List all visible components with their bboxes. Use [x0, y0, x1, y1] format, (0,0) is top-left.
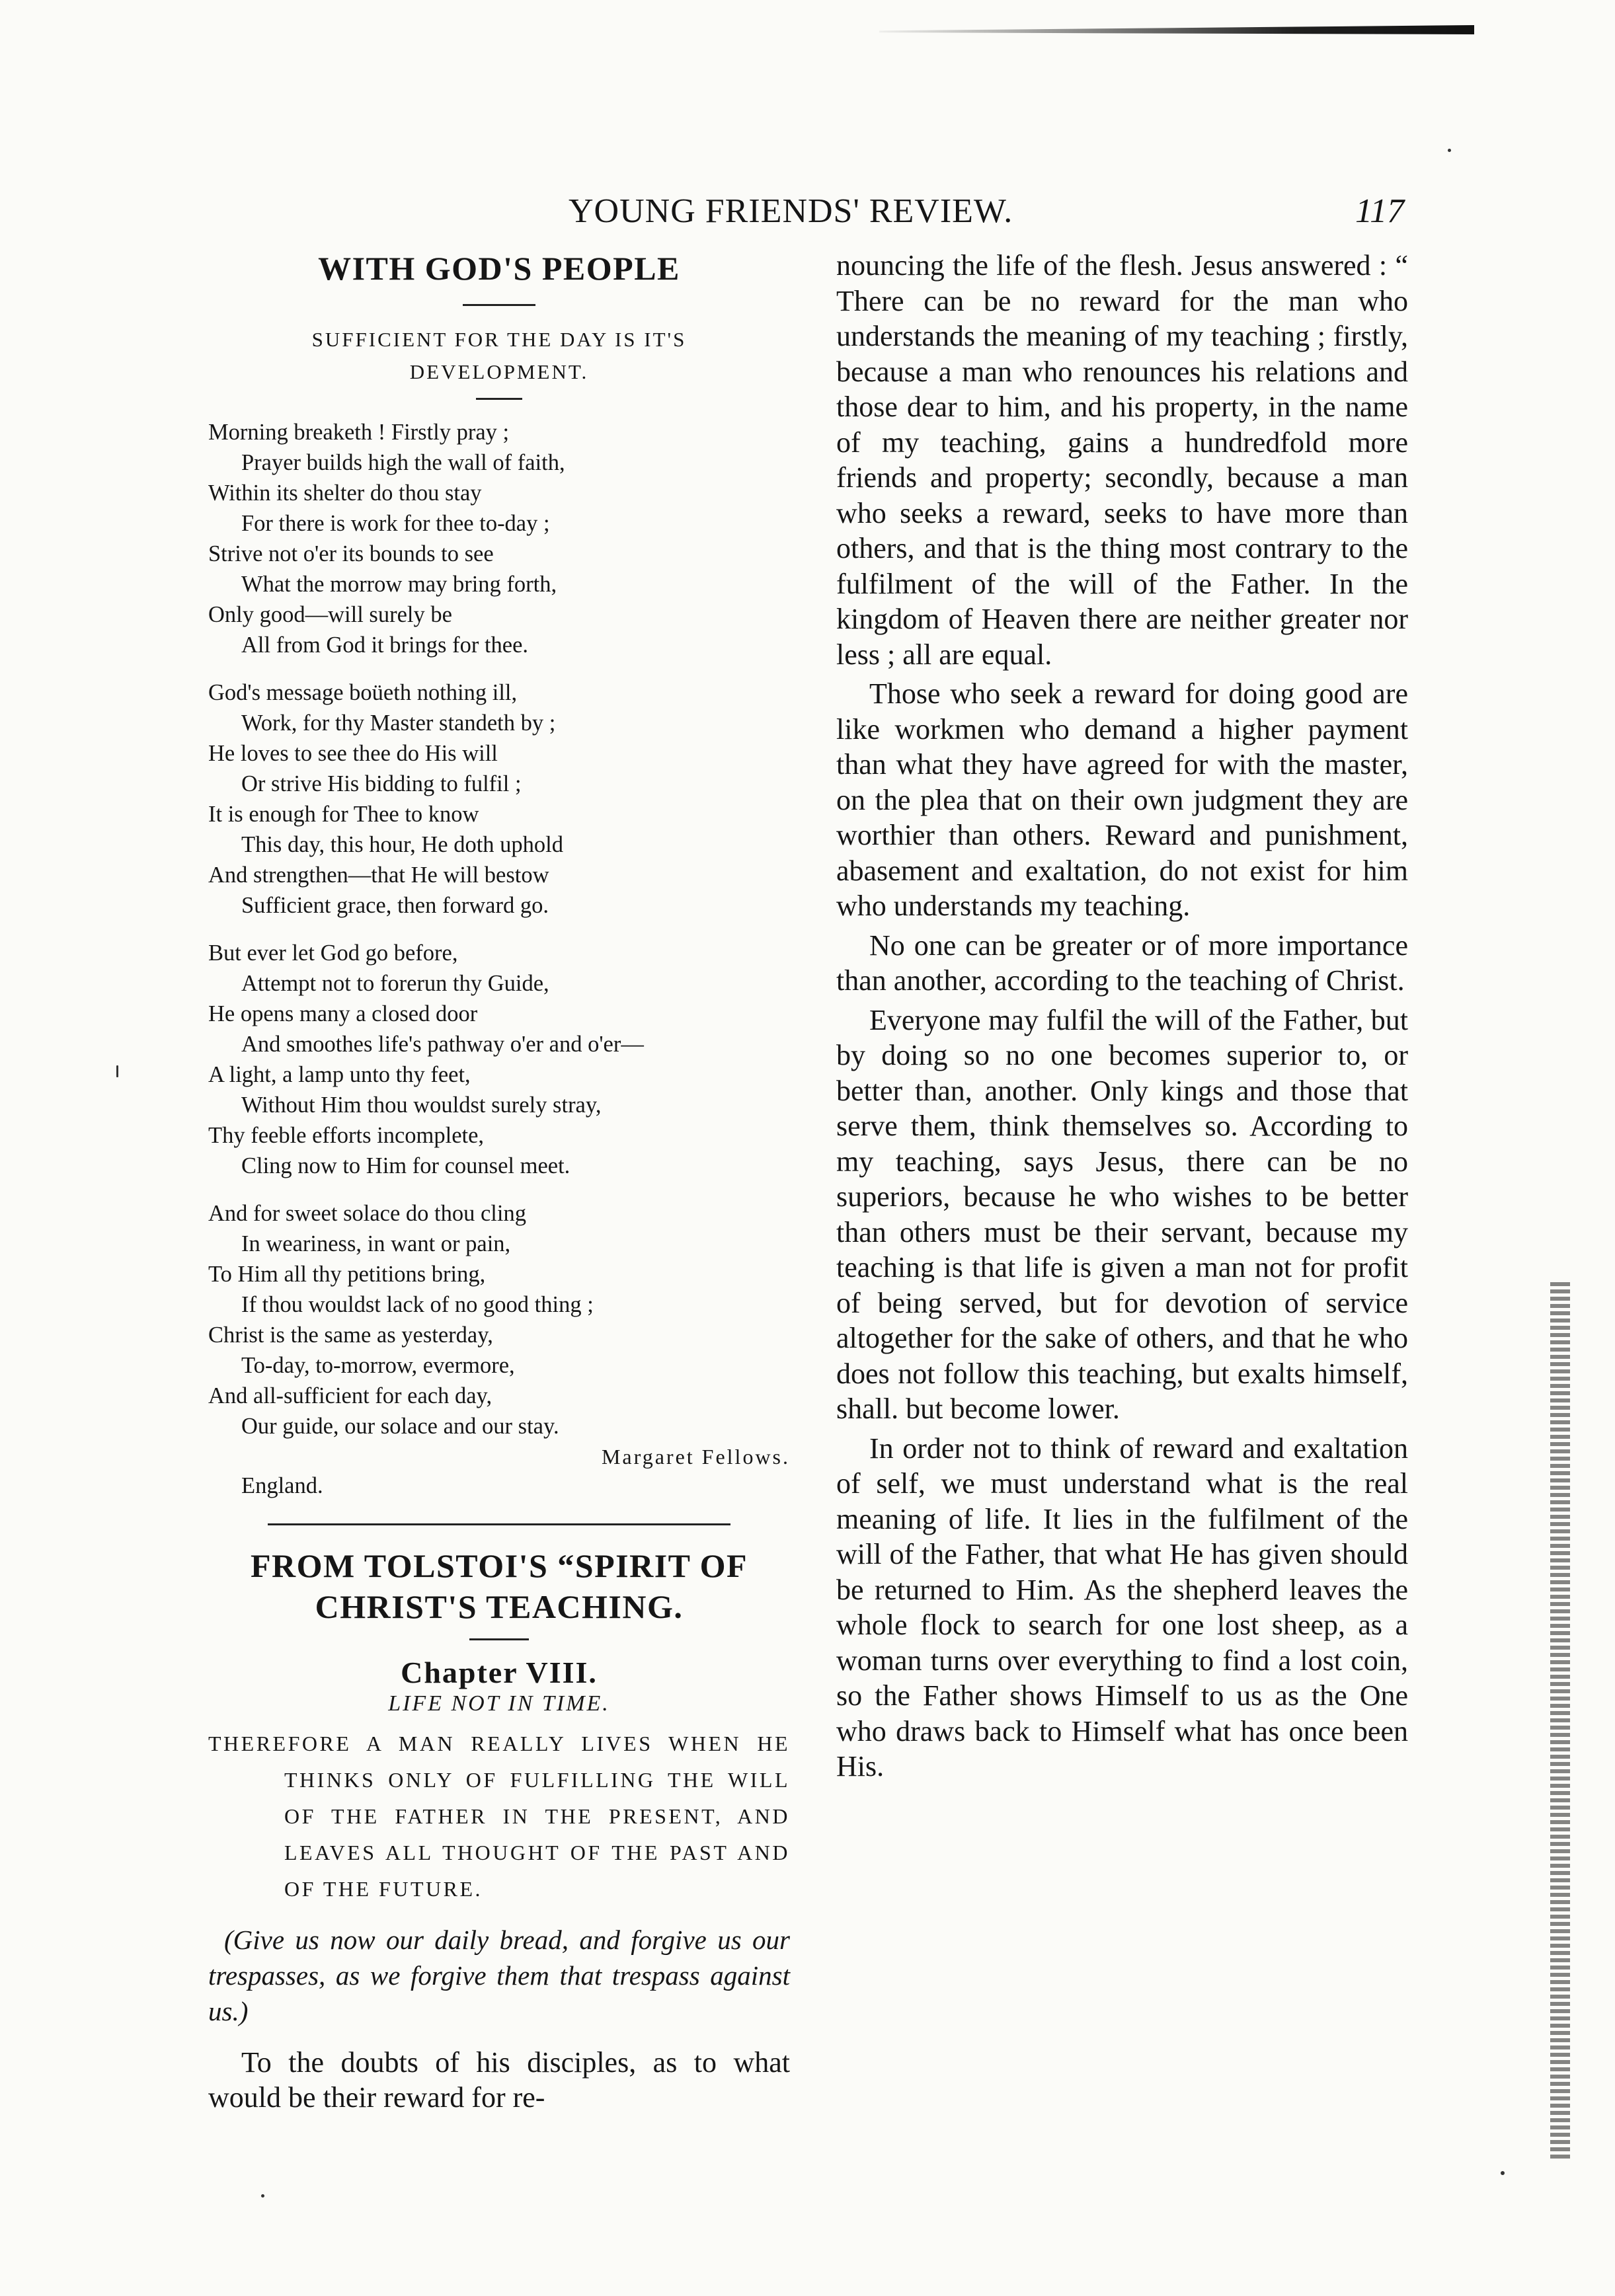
left-column: [208, 248, 790, 2116]
poem-line: But ever let God go before,: [208, 940, 458, 966]
body-paragraph: Those who seek a reward for doing good are like workmen who demand a higher payment than what they have agreed for with the master, on the plea that on their own judgment they are worthier than others. Reward and punishment, abasement and exaltation, do not exist for him who understands my teaching.: [836, 677, 1408, 922]
poem-line: Strive not o'er its bounds to see: [208, 541, 494, 566]
poem-line: Without Him thou wouldst surely stray,: [241, 1092, 602, 1118]
poem-line: Sufficient grace, then forward go.: [241, 892, 549, 918]
article-title-line: CHRIST'S TEACHING.: [315, 1588, 684, 1626]
scan-speck: [116, 1065, 118, 1077]
poem-line: Only good—will surely be: [208, 601, 452, 627]
poem-line: Thy feeble efforts incomplete,: [208, 1122, 485, 1148]
poem-line: Or strive His bidding to fulfil ;: [241, 771, 522, 796]
page-number: 117: [1355, 192, 1405, 230]
poem-place: England.: [241, 1473, 323, 1498]
poem-line: What the morrow may bring forth,: [241, 571, 557, 597]
poem-line: All from God it brings for thee.: [241, 632, 529, 658]
poem-line: To Him all thy petitions bring,: [208, 1261, 486, 1287]
poem-title: WITH GOD'S PEOPLE: [318, 250, 680, 287]
scan-edge-artifact: [1550, 1282, 1570, 2161]
body-paragraph: Everyone may fulfil the will of the Father, but by doing so no one becomes superior to, or better than, another. Only kings and those that serve them, think themselves so. According to my teaching, says Jesus, there can be no superiors, because he who wishes to be better than others must be their servant, because my teaching is that life is given a man not for profit of being served, but for devotion of service altogether for the sake of others, and that he who does not follow this teaching, but exalts himself, shall. but become lower.: [836, 1003, 1408, 1425]
poem-line: And smoothes life's pathway o'er and o'er—: [241, 1031, 644, 1057]
scripture-quote: (Give us now our daily bread, and forgive us our trespasses, as we forgive them that trespass against us.): [208, 1924, 790, 2026]
poem-stanza: [208, 1198, 790, 1441]
poem-line: If thou wouldst lack of no good thing ;: [241, 1291, 594, 1317]
poem-line: Within its shelter do thou stay: [208, 480, 482, 506]
poem-subtitle-line: DEVELOPMENT.: [409, 360, 589, 384]
article-title-line: FROM TOLSTOI'S “SPIRIT OF: [250, 1547, 748, 1584]
poem-line: A light, a lamp unto thy feet,: [208, 1061, 471, 1087]
divider: [476, 398, 522, 400]
poem-line: And for sweet solace do thou cling: [208, 1200, 526, 1226]
divider: [463, 304, 535, 306]
poem-line: And strengthen—that He will bestow: [208, 862, 549, 888]
chapter-heading: Chapter VIII.: [401, 1655, 598, 1689]
scan-speck: [1448, 149, 1451, 152]
poem-line: He opens many a closed door: [208, 1001, 478, 1026]
poem-line: He loves to see thee do His will: [208, 740, 498, 766]
poem-line: Morning breaketh ! Firstly pray ;: [208, 419, 510, 445]
poem-line: Our guide, our solace and our stay.: [241, 1413, 559, 1439]
poem-line: Attempt not to forerun thy Guide,: [241, 970, 549, 996]
poem-line: And all-sufficient for each day,: [208, 1383, 492, 1408]
poem-line: It is enough for Thee to know: [208, 801, 479, 827]
poem-line: To-day, to-morrow, evermore,: [241, 1352, 515, 1378]
chapter-subtitle: LIFE NOT IN TIME.: [388, 1691, 610, 1716]
poem-line: Christ is the same as yesterday,: [208, 1322, 493, 1348]
scan-speck: [261, 2194, 264, 2198]
poem-line: Work, for thy Master standeth by ;: [241, 710, 556, 736]
scan-edge-rule: [879, 25, 1474, 34]
poem-stanza: [208, 938, 790, 1181]
poem-author: Margaret Fellows.: [601, 1444, 790, 1469]
poem-line: In weariness, in want or pain,: [241, 1231, 511, 1256]
chapter-summary: THEREFORE A MAN REALLY LIVES WHEN HE THINKS ONLY OF FULFILLING THE WILL OF THE FATHER IN THE PRESENT, AND LEAVES ALL THOUGHT OF THE PAST AND OF THE FUTURE.: [208, 1731, 790, 1901]
scan-speck: [1501, 2171, 1505, 2175]
poem-line: For there is work for thee to-day ;: [241, 510, 550, 536]
body-paragraph: No one can be greater or of more importance than another, according to the teaching of Christ.: [836, 929, 1408, 997]
body-paragraph: To the doubts of his disciples, as to what would be their reward for re-: [208, 2046, 790, 2114]
section-divider: [268, 1523, 730, 1525]
right-column: [836, 248, 1408, 1784]
body-paragraph: In order not to think of reward and exaltation of self, we must understand what is the real meaning of life. It lies in the fulfilment of the will of the Father, that what He has given should be returned to Him. As the shepherd leaves the whole flock to search for one lost sheep, as a woman turns over everything to find a lost coin, so the Father shows Himself to us as the One who draws back to Himself what has once been His.: [836, 1432, 1408, 1782]
divider: [469, 1638, 529, 1640]
poem-subtitle: [208, 323, 790, 389]
poem-line: This day, this hour, He doth uphold: [241, 831, 564, 857]
poem-stanza: [208, 417, 790, 660]
poem-subtitle-line: SUFFICIENT FOR THE DAY IS IT'S: [311, 327, 687, 351]
article-title: [208, 1545, 790, 1628]
poem-stanza: [208, 677, 790, 921]
body-paragraph: nouncing the life of the flesh. Jesus answered : “ There can be no reward for the man who understands the meaning of my teaching ; firstly, because a man who renounces his relations and those dear to him, and his property, in the name of my teaching, gains a hundredfold more friends and property; secondly, because a man who seeks a reward, seeks to have more than others, and that is the thing most contrary to the fulfilment of the will of the Father. In the kingdom of Heaven there are neither greater nor less ; all are equal.: [836, 249, 1408, 671]
poem-line: Prayer builds high the wall of faith,: [241, 449, 565, 475]
poem-line: God's message boüeth nothing ill,: [208, 679, 518, 705]
running-head: YOUNG FRIENDS' REVIEW.: [569, 192, 1013, 230]
poem-line: Cling now to Him for counsel meet.: [241, 1153, 571, 1178]
